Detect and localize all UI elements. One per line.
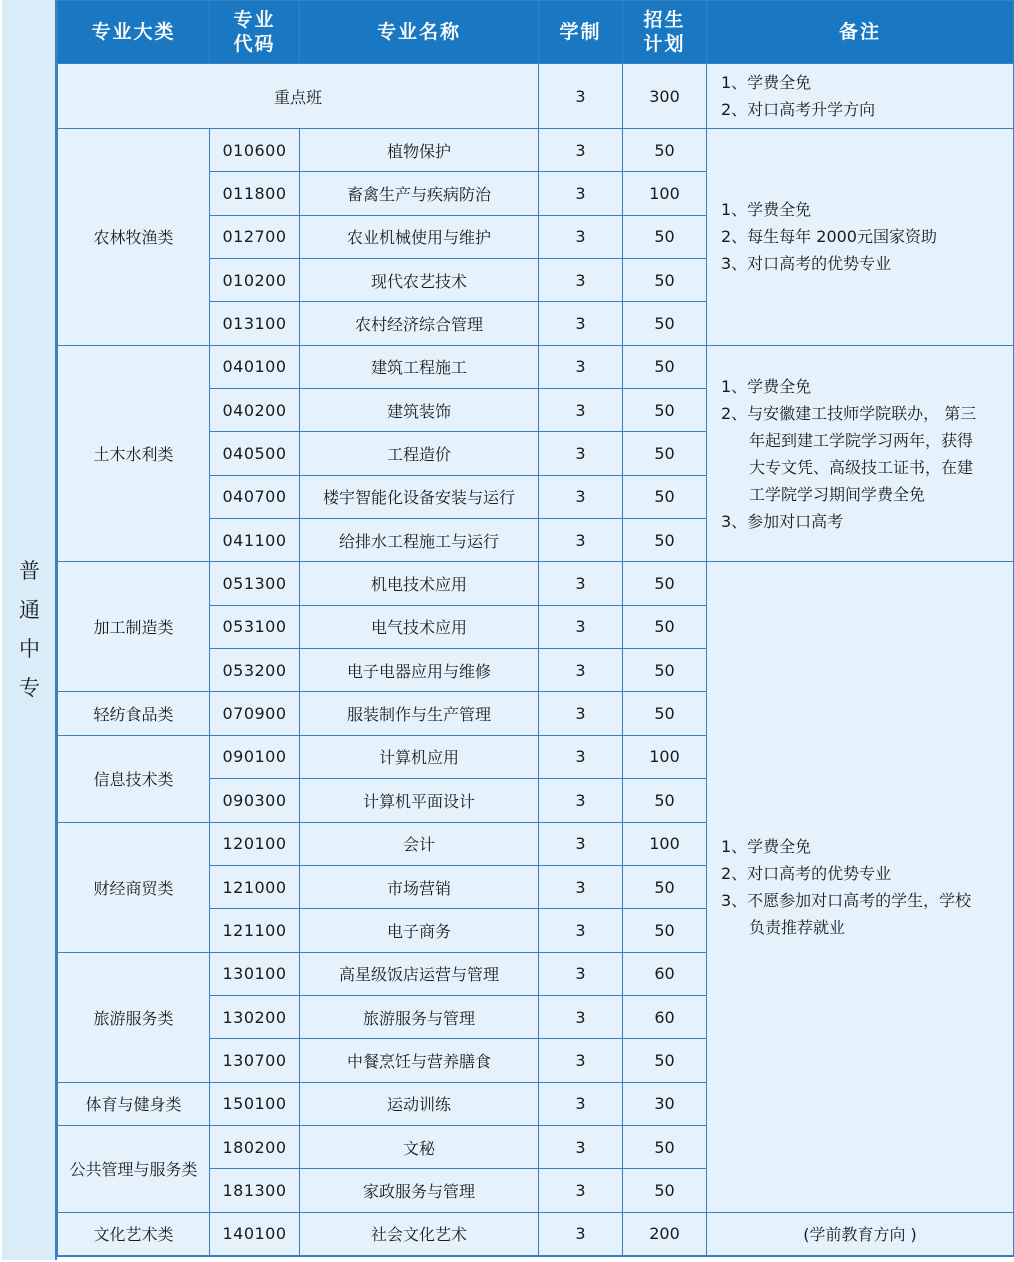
side-label-char: 专 xyxy=(19,676,40,700)
plan-cell: 60 xyxy=(623,952,707,995)
name-cell: 中餐烹饪与营养膳食 xyxy=(300,1039,539,1082)
name-cell: 电子商务 xyxy=(300,909,539,952)
years-cell: 3 xyxy=(539,822,623,865)
code-cell: 090300 xyxy=(210,779,300,822)
notes-cell xyxy=(707,64,1014,129)
plan-cell: 50 xyxy=(623,1125,707,1168)
name-cell: 计算机应用 xyxy=(300,735,539,778)
code-cell: 012700 xyxy=(210,215,300,258)
code-cell: 053200 xyxy=(210,649,300,692)
code-cell: 130700 xyxy=(210,1039,300,1082)
plan-cell: 100 xyxy=(623,822,707,865)
plan-cell: 50 xyxy=(623,302,707,345)
code-cell: 040500 xyxy=(210,432,300,475)
table-body xyxy=(58,64,1014,1256)
code-cell: 010200 xyxy=(210,259,300,302)
code-cell: 130100 xyxy=(210,952,300,995)
code-cell: 150100 xyxy=(210,1082,300,1125)
category-cell: 公共管理与服务类 xyxy=(58,1125,210,1212)
note-line: 2、对口高考的优势专业 xyxy=(721,864,892,884)
plan-cell: 300 xyxy=(623,64,707,129)
plan-cell: 50 xyxy=(623,389,707,432)
plan-cell: 50 xyxy=(623,432,707,475)
note-line: 1、学费全免 xyxy=(721,200,812,220)
header-plan-line: 招生 xyxy=(643,9,686,31)
category-cell: 土木水利类 xyxy=(58,345,210,562)
plan-cell: 60 xyxy=(623,995,707,1038)
name-cell: 畜禽生产与疾病防治 xyxy=(300,172,539,215)
years-cell: 3 xyxy=(539,605,623,648)
code-cell: 013100 xyxy=(210,302,300,345)
name-cell: 旅游服务与管理 xyxy=(300,995,539,1038)
years-cell: 3 xyxy=(539,1125,623,1168)
header-category: 专业大类 xyxy=(58,1,210,64)
years-cell: 3 xyxy=(539,995,623,1038)
plan-cell: 50 xyxy=(623,909,707,952)
plan-cell: 50 xyxy=(623,129,707,172)
header-row xyxy=(58,1,1014,64)
years-cell: 3 xyxy=(539,952,623,995)
plan-cell: 50 xyxy=(623,519,707,562)
plan-cell: 100 xyxy=(623,735,707,778)
years-cell: 3 xyxy=(539,302,623,345)
note-line: 1、学费全免 xyxy=(721,73,812,92)
name-cell: 电子电器应用与维修 xyxy=(300,649,539,692)
code-cell: 121100 xyxy=(210,909,300,952)
category-cell: 农林牧渔类 xyxy=(58,129,210,346)
name-cell: 社会文化艺术 xyxy=(300,1212,539,1256)
table-row xyxy=(58,129,1014,172)
header-notes: 备注 xyxy=(707,1,1014,64)
note-line: 1、学费全免 xyxy=(721,837,812,857)
years-cell: 3 xyxy=(539,519,623,562)
plan-cell: 50 xyxy=(623,259,707,302)
name-cell: 建筑装饰 xyxy=(300,389,539,432)
table-row xyxy=(58,1212,1014,1256)
category-cell: 体育与健身类 xyxy=(58,1082,210,1125)
years-cell: 3 xyxy=(539,692,623,735)
plan-cell: 50 xyxy=(623,1039,707,1082)
notes-cell xyxy=(707,562,1014,1212)
code-cell: 130200 xyxy=(210,995,300,1038)
years-cell: 3 xyxy=(539,1212,623,1256)
name-cell: 服装制作与生产管理 xyxy=(300,692,539,735)
category-cell: 加工制造类 xyxy=(58,562,210,692)
header-code-line: 代码 xyxy=(233,33,276,55)
category-cell: 旅游服务类 xyxy=(58,952,210,1082)
header-plan xyxy=(623,1,707,64)
side-label-char: 通 xyxy=(19,598,40,622)
plan-cell: 50 xyxy=(623,865,707,908)
note-line: 3、参加对口高考 xyxy=(721,511,844,531)
years-cell: 3 xyxy=(539,215,623,258)
name-cell: 会计 xyxy=(300,822,539,865)
plan-cell: 100 xyxy=(623,172,707,215)
side-panel xyxy=(2,0,57,1260)
years-cell: 3 xyxy=(539,1169,623,1212)
years-cell: 3 xyxy=(539,259,623,302)
category-cell: 轻纺食品类 xyxy=(58,692,210,735)
plan-cell: 50 xyxy=(623,215,707,258)
plan-cell: 50 xyxy=(623,692,707,735)
note-line: 1、学费全免 xyxy=(721,376,812,396)
name-cell: 计算机平面设计 xyxy=(300,779,539,822)
code-cell: 010600 xyxy=(210,129,300,172)
table-row xyxy=(58,562,1014,605)
years-cell: 3 xyxy=(539,735,623,778)
note-line: 大专文凭、高级技工证书，在建 xyxy=(749,457,974,477)
key-class-name: 重点班 xyxy=(58,64,539,129)
years-cell: 3 xyxy=(539,562,623,605)
plan-cell: 50 xyxy=(623,605,707,648)
name-cell: 市场营销 xyxy=(300,865,539,908)
side-label-char: 中 xyxy=(19,637,40,661)
name-cell: 建筑工程施工 xyxy=(300,345,539,388)
note-line: 3、对口高考的优势专业 xyxy=(721,254,892,274)
plan-cell: 200 xyxy=(623,1212,707,1256)
plan-cell: 50 xyxy=(623,779,707,822)
plan-cell: 30 xyxy=(623,1082,707,1125)
years-cell: 3 xyxy=(539,649,623,692)
header-code-line: 专业 xyxy=(233,9,276,31)
name-cell: 农村经济综合管理 xyxy=(300,302,539,345)
code-cell: 120100 xyxy=(210,822,300,865)
years-cell: 3 xyxy=(539,1082,623,1125)
code-cell: 070900 xyxy=(210,692,300,735)
header-years: 学制 xyxy=(539,1,623,64)
code-cell: 040700 xyxy=(210,475,300,518)
note-line: 工学院学习期间学费全免 xyxy=(749,484,926,504)
plan-cell: 50 xyxy=(623,345,707,388)
name-cell: 农业机械使用与维护 xyxy=(300,215,539,258)
notes-cell xyxy=(707,345,1014,562)
code-cell: 051300 xyxy=(210,562,300,605)
header-name: 专业名称 xyxy=(300,1,539,64)
plan-cell: 50 xyxy=(623,1169,707,1212)
note-line: 负责推荐就业 xyxy=(749,918,846,938)
years-cell: 3 xyxy=(539,389,623,432)
years-cell: 3 xyxy=(539,1039,623,1082)
table-row xyxy=(58,64,1014,129)
notes-cell xyxy=(707,129,1014,346)
note-line: 年起到建工学院学习两年，获得 xyxy=(749,430,974,450)
note-line: 3、不愿参加对口高考的学生，学校 xyxy=(721,891,972,911)
code-cell: 040200 xyxy=(210,389,300,432)
plan-cell: 50 xyxy=(623,649,707,692)
code-cell: 040100 xyxy=(210,345,300,388)
years-cell: 3 xyxy=(539,909,623,952)
name-cell: 文秘 xyxy=(300,1125,539,1168)
category-cell: 信息技术类 xyxy=(58,735,210,822)
years-cell: 3 xyxy=(539,64,623,129)
name-cell: 楼宇智能化设备安装与运行 xyxy=(300,475,539,518)
header-plan-line: 计划 xyxy=(643,33,686,55)
code-cell: 121000 xyxy=(210,865,300,908)
table-row xyxy=(58,345,1014,388)
name-cell: 现代农艺技术 xyxy=(300,259,539,302)
code-cell: 181300 xyxy=(210,1169,300,1212)
header-code xyxy=(210,1,300,64)
years-cell: 3 xyxy=(539,172,623,215)
years-cell: 3 xyxy=(539,779,623,822)
name-cell: 工程造价 xyxy=(300,432,539,475)
note-line: 2、与安徽建工技师学院联办， 第三 xyxy=(721,403,977,423)
side-label-char: 普 xyxy=(19,559,40,583)
code-cell: 180200 xyxy=(210,1125,300,1168)
years-cell: 3 xyxy=(539,345,623,388)
name-cell: 机电技术应用 xyxy=(300,562,539,605)
years-cell: 3 xyxy=(539,475,623,518)
name-cell: 植物保护 xyxy=(300,129,539,172)
name-cell: 电气技术应用 xyxy=(300,605,539,648)
plan-cell: 50 xyxy=(623,475,707,518)
years-cell: 3 xyxy=(539,129,623,172)
enrollment-table xyxy=(57,0,1014,1257)
plan-cell: 50 xyxy=(623,562,707,605)
notes-cell: (学前教育方向 ) xyxy=(707,1212,1014,1256)
years-cell: 3 xyxy=(539,432,623,475)
side-label xyxy=(2,552,57,708)
code-cell: 053100 xyxy=(210,605,300,648)
name-cell: 给排水工程施工与运行 xyxy=(300,519,539,562)
name-cell: 运动训练 xyxy=(300,1082,539,1125)
note-line: 2、对口高考升学方向 xyxy=(721,100,876,119)
code-cell: 011800 xyxy=(210,172,300,215)
note-line: 2、每生每年 2000元国家资助 xyxy=(721,227,937,247)
name-cell: 家政服务与管理 xyxy=(300,1169,539,1212)
name-cell: 高星级饭店运营与管理 xyxy=(300,952,539,995)
category-cell: 文化艺术类 xyxy=(58,1212,210,1256)
code-cell: 090100 xyxy=(210,735,300,778)
category-cell: 财经商贸类 xyxy=(58,822,210,952)
years-cell: 3 xyxy=(539,865,623,908)
code-cell: 140100 xyxy=(210,1212,300,1256)
code-cell: 041100 xyxy=(210,519,300,562)
